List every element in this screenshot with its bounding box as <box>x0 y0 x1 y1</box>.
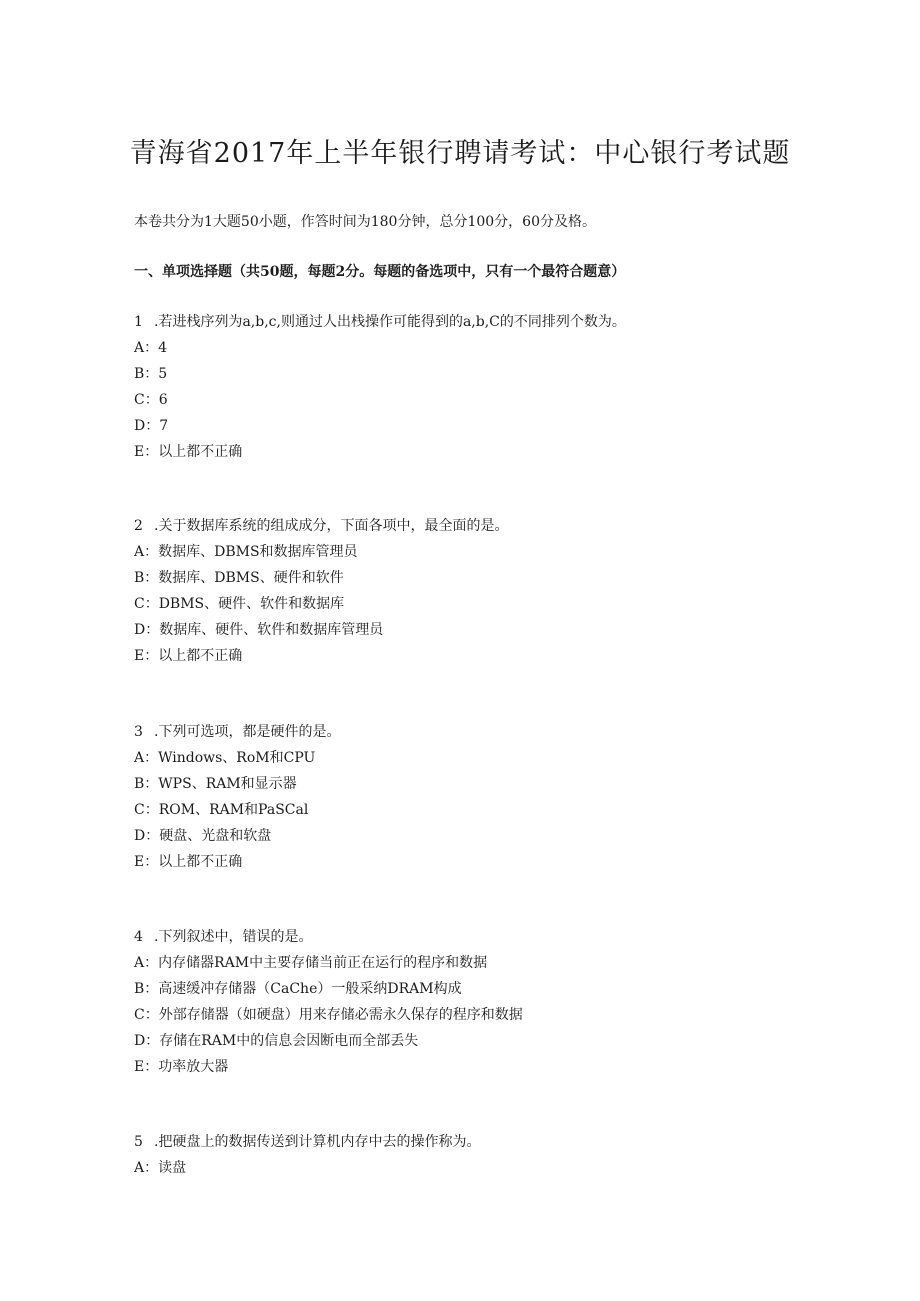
option-2c: C：DBMS、硬件、软件和数据库 <box>134 596 345 612</box>
question-3 <box>134 722 340 742</box>
question-text: .下列可选项，都是硬件的是。 <box>154 724 341 740</box>
option-3a: A：Windows、RoM和CPU <box>134 750 316 766</box>
option-1c: C：6 <box>134 392 168 408</box>
option-1a: A：4 <box>134 340 168 356</box>
question-number: 4 <box>134 929 143 945</box>
option-3d: D：硬盘、光盘和软盘 <box>134 828 272 844</box>
exam-intro: 本卷共分为1大题50小题，作答时间为180分钟，总分100分，60分及格。 <box>134 214 596 230</box>
question-2 <box>134 516 508 536</box>
option-2d: D：数据库、硬件、软件和数据库管理员 <box>134 622 384 638</box>
question-5 <box>134 1132 480 1152</box>
question-number: 3 <box>134 724 143 740</box>
option-4c: C：外部存储器（如硬盘）用来存储必需永久保存的程序和数据 <box>134 1007 523 1023</box>
document-title: 青海省2017年上半年银行聘请考试：中心银行考试题 <box>129 138 791 169</box>
option-3b: B：WPS、RAM和显示器 <box>134 776 297 792</box>
option-2b: B：数据库、DBMS、硬件和软件 <box>134 570 344 586</box>
question-number: 2 <box>134 518 143 534</box>
option-4a: A：内存储器RAM中主要存储当前正在运行的程序和数据 <box>134 955 488 971</box>
question-4 <box>134 927 312 947</box>
option-4e: E：功率放大器 <box>134 1059 229 1075</box>
question-1 <box>134 312 626 332</box>
option-1e: E：以上都不正确 <box>134 444 243 460</box>
option-3e: E：以上都不正确 <box>134 854 243 870</box>
section-heading: 一、单项选择题（共50题，每题2分。每题的备选项中，只有一个最符合题意） <box>134 264 626 280</box>
option-5a: A：读盘 <box>134 1160 187 1176</box>
option-1d: D：7 <box>134 418 169 434</box>
option-2a: A：数据库、DBMS和数据库管理员 <box>134 544 358 560</box>
option-4b: B：高速缓冲存储器（CaChe）一般采纳DRAM构成 <box>134 981 462 997</box>
option-4d: D：存储在RAM中的信息会因断电而全部丢失 <box>134 1033 419 1049</box>
question-text: .把硬盘上的数据传送到计算机内存中去的操作称为。 <box>154 1134 481 1150</box>
question-number: 1 <box>134 314 143 330</box>
question-text: .关于数据库系统的组成成分，下面各项中，最全面的是。 <box>154 518 509 534</box>
question-text: .若进栈序列为a,b,c,则通过人出栈操作可能得到的a,b,C的不同排列个数为。 <box>154 314 626 330</box>
option-2e: E：以上都不正确 <box>134 648 243 664</box>
question-text: .下列叙述中，错误的是。 <box>154 929 313 945</box>
question-number: 5 <box>134 1134 143 1150</box>
option-1b: B：5 <box>134 366 168 382</box>
option-3c: C：ROM、RAM和PaSCal <box>134 802 309 818</box>
